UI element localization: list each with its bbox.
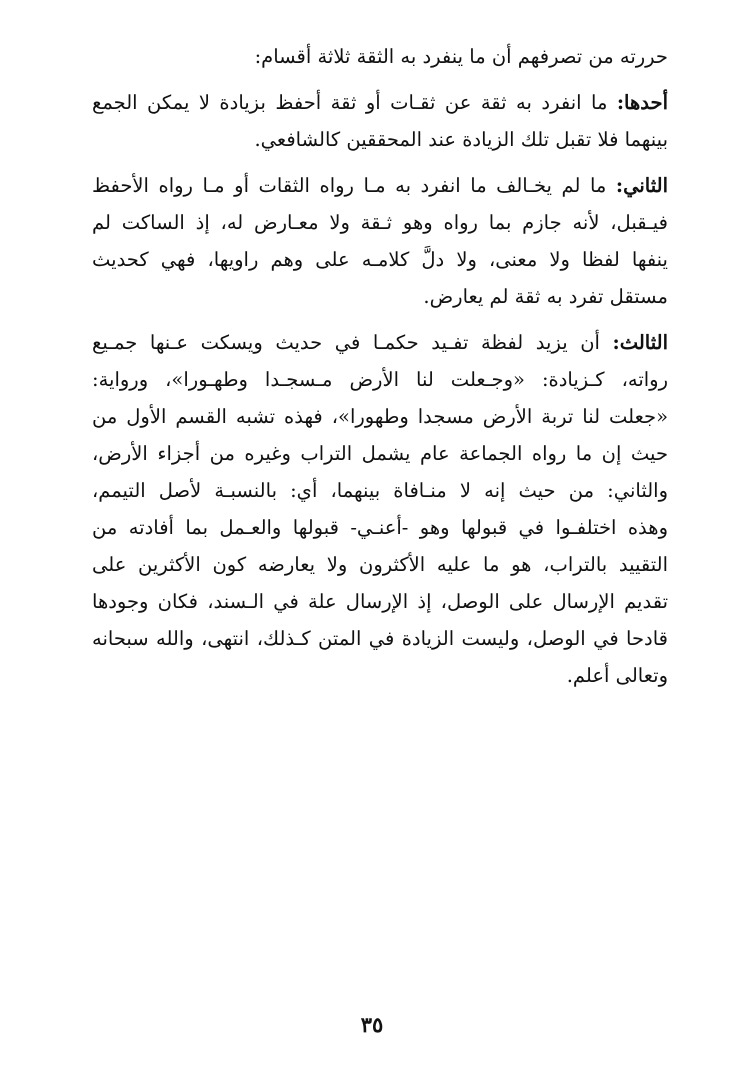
paragraph-lead: أحدها: <box>616 91 668 114</box>
paragraph-text: ما لم يخـالف ما انفرد به مـا رواه الثقات أو مـا رواه الأحفظ <box>92 174 616 197</box>
paragraph-line <box>92 84 668 121</box>
intro-line: حررته من تصرفهم أن ما ينفرد به الثقة ثلاثة أقسام: <box>254 45 668 68</box>
paragraph-line: وتعالى أعلم. <box>566 664 668 687</box>
paragraph-line: رواته، كـزيادة: «وجـعلت لنا الأرض مـسجـدا وطهـورا»، ورواية: <box>92 368 668 391</box>
paragraph-line: مستقل تفرد به ثقة لم يعارض. <box>423 285 668 308</box>
paragraph-line <box>92 324 668 361</box>
paragraph-lead: الثالث: <box>612 331 668 354</box>
paragraph-line: ينفها لفظا ولا معنى، ولا دلَّ كلامـه على وهم راويها، فهي كحديث <box>92 248 668 271</box>
paragraph-line: تقديم الإرسال على الوصل، إذ الإرسال علة في الـسند، فكان وجودها <box>92 590 668 613</box>
paragraph-line <box>92 167 668 204</box>
paragraph-second <box>92 167 668 315</box>
page-body <box>92 38 668 703</box>
paragraph-line: حيث إن ما رواه الجماعة عام يشمل التراب وغيره من أجزاء الأرض، <box>92 442 668 465</box>
paragraph-line: وهذه اختلفـوا في قبولها وهو -أعنـي- قبولها والعـمل بما أفادته من <box>92 516 668 539</box>
paragraph-text: ما انفرد به ثقة عن ثقـات أو ثقة أحفظ بزيادة لا يمكن الجمع <box>92 91 617 114</box>
paragraph-line: والثاني: من حيث إنه لا منـافاة بينهما، أي: بالنسبـة لأصل التيمم، <box>92 479 668 502</box>
paragraph-third <box>92 324 668 694</box>
paragraph-line: بينهما فلا تقبل تلك الزيادة عند المحققين كالشافعي. <box>254 128 668 151</box>
paragraph-line: قادحا في الوصل، وليست الزيادة في المتن كـذلك، انتهى، والله سبحانه <box>92 627 668 650</box>
intro-paragraph <box>92 38 668 75</box>
page-number: ٣٥ <box>360 1012 384 1037</box>
paragraph-line: «جعلت لنا تربة الأرض مسجدا وطهورا»، فهذه تشبه القسم الأول من <box>92 405 668 428</box>
paragraph-line: التقييد بالتراب، هو ما عليه الأكثرون ولا يعارضه كون الأكثرين على <box>92 553 668 576</box>
paragraph-first <box>92 84 668 158</box>
paragraph-line: فيـقبل، لأنه جازم بما رواه وهو ثـقة ولا معـارض له، إذ الساكت لم <box>92 211 668 234</box>
paragraph-lead: الثاني: <box>615 174 668 197</box>
paragraph-text: أن يزيد لفظة تفـيد حكمـا في حديث ويسكت عـنها جمـيع <box>92 331 613 354</box>
